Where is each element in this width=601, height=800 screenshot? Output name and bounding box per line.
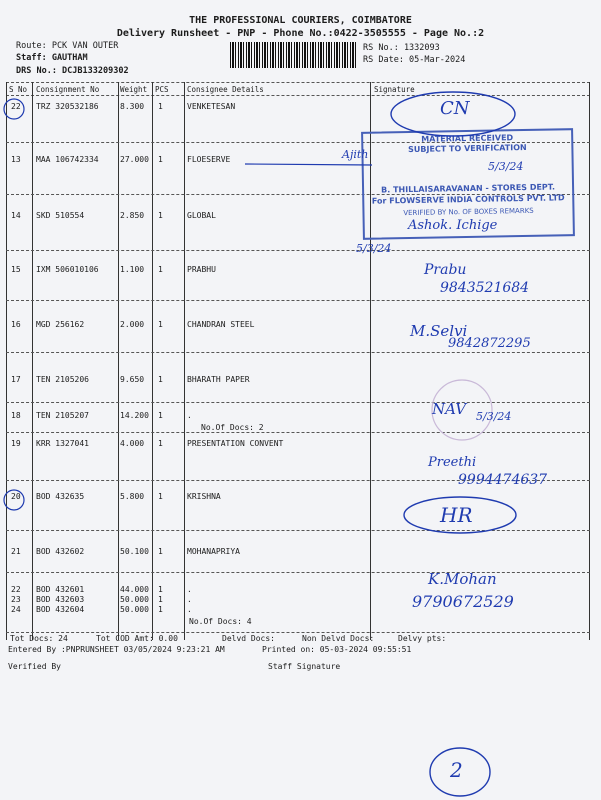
row-pcs: 1: [158, 439, 163, 448]
row-consignee: PRESENTATION CONVENT: [187, 439, 284, 448]
col-consignee: Consignee Details: [187, 85, 264, 94]
row-weight: 50.000: [120, 595, 149, 604]
row-pcs: 1: [158, 211, 163, 220]
row-consignment: BOD 432635: [36, 492, 85, 501]
row-sno: 19: [11, 439, 21, 448]
entered-by: Entered By :PNPRUNSHEET 03/05/2024 9:23:21 AM: [8, 645, 225, 654]
staff-label: Staff: GAUTHAM: [16, 53, 88, 63]
route-label: Route: PCK VAN OUTER: [16, 41, 119, 51]
row-consignment: MGD 256162: [36, 320, 85, 329]
row-consignee: CHANDRAN STEEL: [187, 320, 255, 329]
row-consignment: IXM 506010106: [36, 265, 99, 274]
row-consignee: .: [187, 605, 192, 614]
hw-date: 5/3/24: [488, 160, 524, 173]
circle-mark-icon: [4, 490, 24, 510]
stamp-line: VERIFIED BY No. OF BOXES REMARKS: [403, 206, 534, 218]
hw-signature: HR: [440, 503, 473, 527]
hw-signature: Ashok. Ichige: [408, 218, 498, 233]
row-consignee: MOHANAPRIYA: [187, 547, 240, 556]
row-weight: 44.000: [120, 585, 149, 594]
row-consignment: TRZ 320532186: [36, 102, 99, 111]
row-weight: 1.100: [120, 265, 145, 274]
stamp-line: B. THILLAISARAVANAN - STORES DEPT.: [381, 182, 556, 195]
group-docs-note: No.Of Docs: 4: [189, 617, 252, 626]
row-consignee: GLOBAL: [187, 211, 216, 220]
rs-date: RS Date: 05-Mar-2024: [363, 55, 466, 65]
circle-mark-icon: [4, 99, 24, 119]
row-weight: 2.850: [120, 211, 145, 220]
row-consignee: .: [187, 595, 192, 604]
arrow-line-icon: [245, 164, 372, 165]
row-consignee: PRABHU: [187, 265, 216, 274]
total-docs: Tot Docs: 24: [10, 634, 68, 643]
row-consignee: FLOESERVE: [187, 155, 231, 164]
row-sno: 17: [11, 375, 21, 384]
col-sno: S No: [9, 85, 28, 94]
row-pcs: 1: [158, 492, 163, 501]
row-pcs: 1: [158, 595, 163, 604]
row-consignment: TEN 2105206: [36, 375, 89, 384]
row-consignment: BOD 432601: [36, 585, 85, 594]
row-pcs: 1: [158, 155, 163, 164]
row-sno: 24: [11, 605, 21, 614]
hw-name: Ajith: [342, 148, 369, 161]
hw-signature: CN: [440, 98, 470, 119]
stamp-line: For FLOWSERVE INDIA CONTROLS PVT. LTD: [371, 193, 565, 206]
row-pcs: 1: [158, 375, 163, 384]
stamp-line: MATERIAL RECEIVED: [421, 133, 514, 144]
row-sno: 18: [11, 411, 21, 420]
row-consignment: SKD 510554: [36, 211, 85, 220]
col-consignment: Consignment No: [36, 85, 100, 94]
hw-phone: 9842872295: [448, 336, 531, 351]
hw-page-number: 2: [450, 758, 463, 782]
row-weight: 14.200: [120, 411, 149, 420]
row-pcs: 1: [158, 411, 163, 420]
row-sno: 13: [11, 155, 21, 164]
hw-signature: M.Selvi: [410, 322, 468, 340]
col-signature: Signature: [374, 85, 415, 94]
row-sno: 23: [11, 595, 21, 604]
row-pcs: 1: [158, 585, 163, 594]
stamp-line: SUBJECT TO VERIFICATION: [408, 142, 527, 155]
col-weight: Weight: [120, 85, 148, 94]
row-consignee: .: [187, 411, 192, 420]
non-delivered-docs: Non Delvd Docs:: [302, 634, 375, 643]
row-sno: 14: [11, 211, 21, 220]
row-consignment: BOD 432603: [36, 595, 85, 604]
row-sno: 20: [11, 492, 21, 501]
row-consignee: VENKETESAN: [187, 102, 236, 111]
col-pcs: PCS: [155, 85, 169, 94]
row-pcs: 1: [158, 102, 163, 111]
row-consignment: MAA 106742334: [36, 155, 99, 164]
row-consignment: BOD 432602: [36, 547, 85, 556]
hw-date: 5/3/24: [476, 410, 512, 423]
row-weight: 2.000: [120, 320, 145, 329]
drs-label: DRS No.: DCJB133209302: [16, 66, 129, 76]
row-docs-note: No.Of Docs: 2: [201, 423, 264, 432]
hw-phone: 9843521684: [440, 280, 530, 296]
row-sno: 22: [11, 585, 21, 594]
row-pcs: 1: [158, 265, 163, 274]
row-weight: 8.300: [120, 102, 145, 111]
row-weight: 27.000: [120, 155, 149, 164]
printed-on: Printed on: 05-03-2024 09:55:51: [262, 645, 412, 654]
row-pcs: 1: [158, 547, 163, 556]
hw-signature: Prabu: [424, 262, 467, 278]
verified-by: Verified By: [8, 662, 61, 671]
row-weight: 4.000: [120, 439, 145, 448]
row-consignment: TEN 2105207: [36, 411, 89, 420]
row-weight: 9.650: [120, 375, 145, 384]
row-consignment: BOD 432604: [36, 605, 85, 614]
row-consignee: KRISHNA: [187, 492, 221, 501]
delivery-points: Delvy pts:: [398, 634, 447, 643]
hw-date: 5/3/24: [356, 242, 392, 255]
row-consignment: KRR 1327041: [36, 439, 89, 448]
hw-phone: 9994474637: [458, 472, 548, 488]
row-weight: 5.800: [120, 492, 145, 501]
hw-signature: Preethi: [428, 455, 477, 470]
row-sno: 22: [11, 102, 21, 111]
hw-signature: K.Mohan: [428, 570, 497, 588]
row-pcs: 1: [158, 320, 163, 329]
hw-signature: NAV: [432, 400, 467, 418]
row-pcs: 1: [158, 605, 163, 614]
delivered-docs: Delvd Docs:: [222, 634, 275, 643]
rs-number: RS No.: 1332093: [363, 43, 440, 53]
staff-signature: Staff Signature: [268, 662, 341, 671]
row-sno: 16: [11, 320, 21, 329]
hw-phone: 9790672529: [412, 592, 514, 611]
row-sno: 15: [11, 265, 21, 274]
runsheet-subtitle: Delivery Runsheet - PNP - Phone No.:0422-3505555 - Page No.:2: [116, 28, 485, 39]
row-consignee: .: [187, 585, 192, 594]
total-cod: Tot COD Amt: 0.00: [96, 634, 178, 643]
row-weight: 50.100: [120, 547, 149, 556]
row-weight: 50.000: [120, 605, 149, 614]
company-title: THE PROFESSIONAL COURIERS, COIMBATORE: [189, 15, 412, 26]
row-sno: 21: [11, 547, 21, 556]
row-consignee: BHARATH PAPER: [187, 375, 250, 384]
